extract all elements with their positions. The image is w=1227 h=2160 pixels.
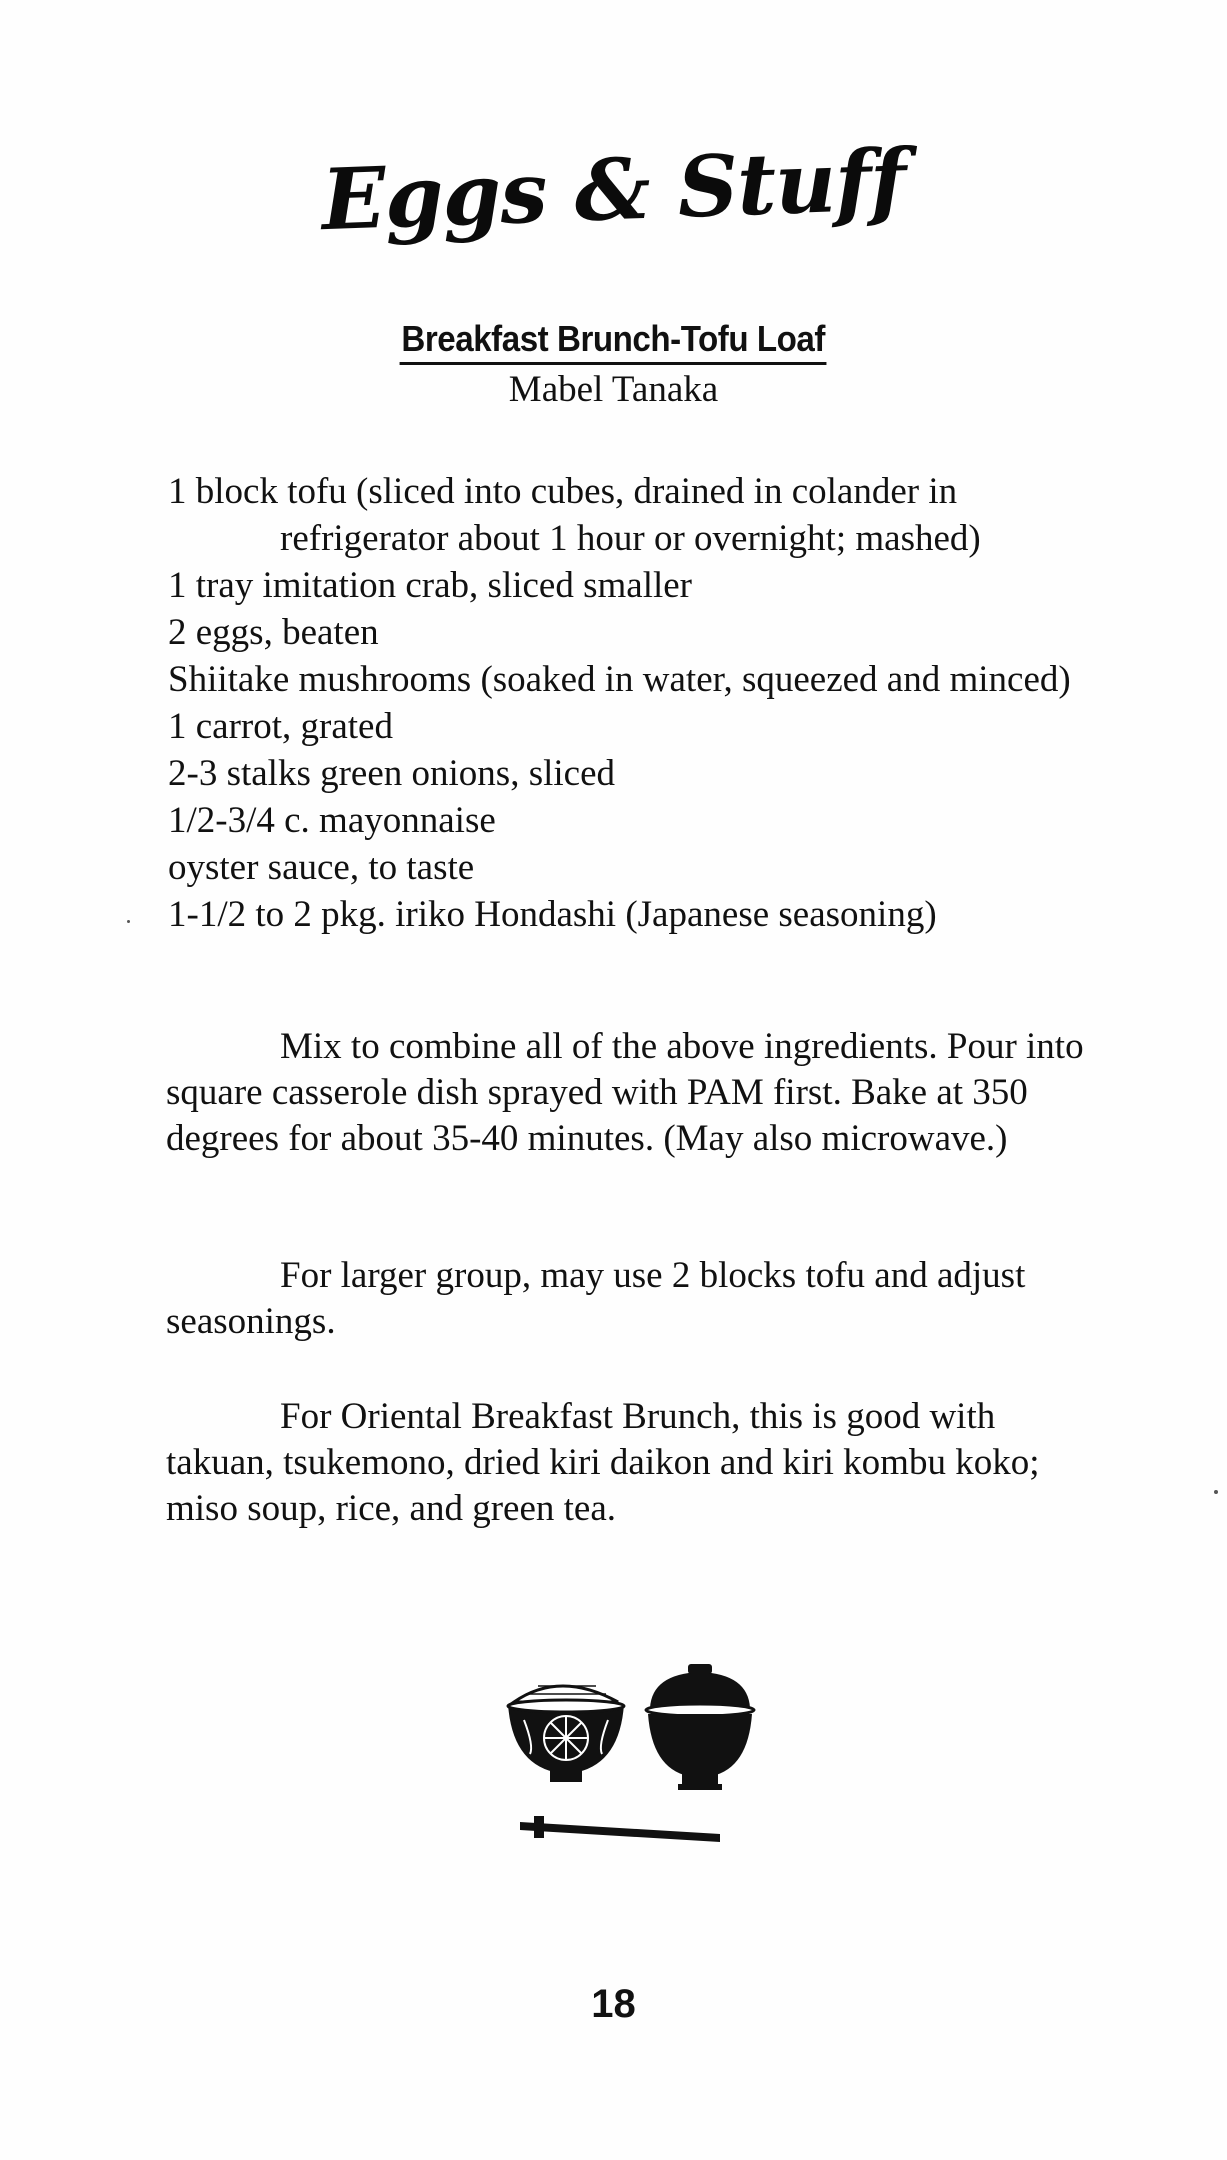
ingredient-item: 1-1/2 to 2 pkg. iriko Hondashi (Japanese seasoning) [168, 894, 937, 935]
instruction-paragraph: For Oriental Breakfast Brunch, this is good with takuan, tsukemono, dried kiri daikon and kiri kombu koko; miso soup, rice, and green tea. [166, 1396, 1040, 1529]
ingredient-item: 1 carrot, grated [168, 706, 393, 747]
ingredient-item: 1/2-3/4 c. mayonnaise [168, 800, 496, 841]
print-speck [127, 920, 130, 923]
rice-bowl-icon [508, 1686, 624, 1782]
ingredient-item: 1 tray imitation crab, sliced smaller [168, 565, 692, 606]
ingredient-item: Shiitake mushrooms (soaked in water, squeezed and minced) [168, 659, 1071, 700]
print-speck [1214, 1490, 1218, 1494]
ingredient-item: 2-3 stalks green onions, sliced [168, 753, 615, 794]
ingredient-list [168, 468, 1128, 938]
recipe-title: Breakfast Brunch-Tofu Loaf [400, 318, 827, 365]
recipe-title-wrapper [0, 318, 1227, 365]
section-title: Eggs & Stuff [319, 129, 908, 250]
covered-soup-bowl-icon [646, 1664, 754, 1790]
chopsticks-icon [520, 1816, 720, 1842]
recipe-author: Mabel Tanaka [508, 369, 719, 410]
page-number: 18 [591, 1982, 636, 2026]
rice-and-soup-illustration [500, 1650, 780, 1870]
instruction-paragraph: Mix to combine all of the above ingredients. Pour into square casserole dish sprayed with PAM first. Bake at 350 degrees for about 35-40 minutes. (May also microwave.) [166, 1026, 1084, 1159]
ingredient-item: 2 eggs, beaten [168, 612, 379, 653]
ingredient-item: oyster sauce, to taste [168, 847, 475, 888]
ingredient-item: 1 block tofu (sliced into cubes, drained in colander in refrigerator about 1 hour or overnight; mashed) [168, 471, 981, 559]
instruction-paragraph: For larger group, may use 2 blocks tofu and adjust seasonings. [166, 1255, 1026, 1342]
